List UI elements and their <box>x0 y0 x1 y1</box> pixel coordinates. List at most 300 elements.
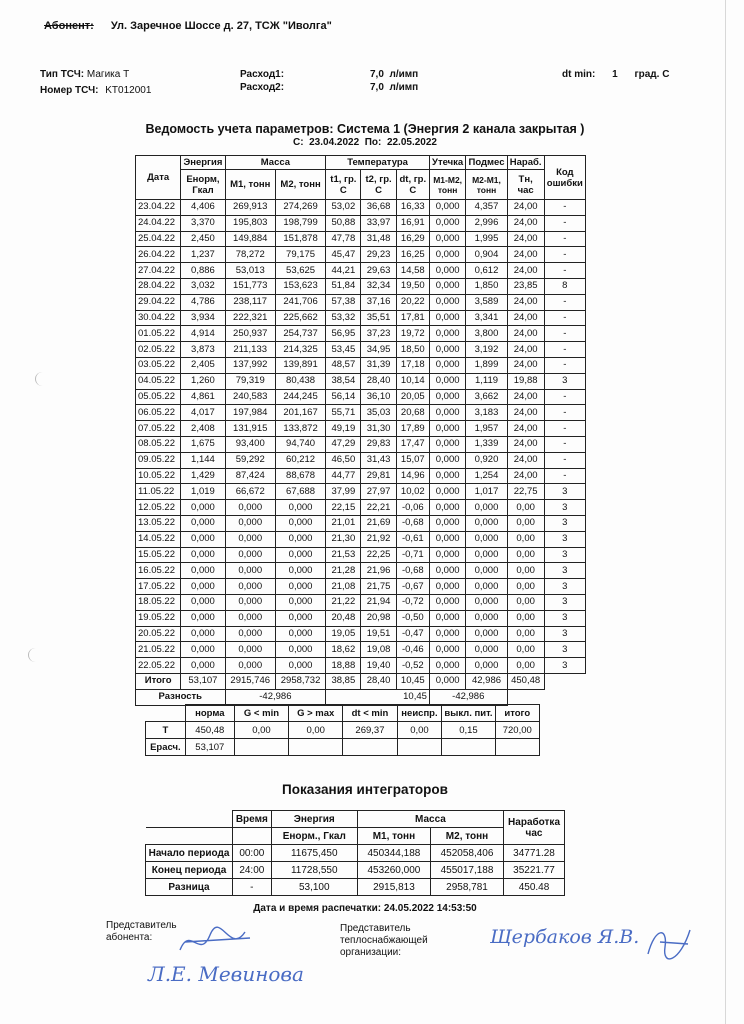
table-cell: 4,914 <box>181 326 225 342</box>
stats-header-cell: выкл. пит. <box>442 705 495 722</box>
table-cell: 21,92 <box>361 531 396 547</box>
table-cell: 214,325 <box>275 342 325 358</box>
col-runtime: Тн, час <box>507 170 544 200</box>
table-cell: 0,000 <box>429 594 465 610</box>
table-cell: 3 <box>544 610 585 626</box>
table-cell: 01.05.22 <box>136 326 181 342</box>
table-cell: 22.05.22 <box>136 658 181 674</box>
table-cell: 05.05.22 <box>136 389 181 405</box>
table-cell: 79,319 <box>225 373 275 389</box>
stats-cell <box>234 739 288 756</box>
table-cell: -0,68 <box>396 563 429 579</box>
table-row <box>136 515 586 531</box>
integ-h-energy: Энергия <box>271 811 357 828</box>
table-cell: 29.04.22 <box>136 294 181 310</box>
table-cell: 3 <box>544 594 585 610</box>
table-cell: 0,000 <box>429 563 465 579</box>
table-cell: 33,97 <box>361 215 396 231</box>
table-cell: 0,000 <box>181 547 225 563</box>
table-cell: 31,39 <box>361 357 396 373</box>
table-row <box>136 658 586 674</box>
table-cell: - <box>544 389 585 405</box>
table-cell: 3 <box>544 515 585 531</box>
table-row <box>136 642 586 658</box>
table-cell: 0,00 <box>507 515 544 531</box>
table-cell: -0,68 <box>396 515 429 531</box>
stats-cell: 0,15 <box>442 722 495 739</box>
table-cell: 25.04.22 <box>136 231 181 247</box>
table-cell: 11.05.22 <box>136 484 181 500</box>
table-cell: 28,40 <box>361 373 396 389</box>
col-t1: t1, гр. С <box>326 170 361 200</box>
table-cell: 149,884 <box>225 231 275 247</box>
table-cell: 56,14 <box>326 389 361 405</box>
table-cell: 1,019 <box>181 484 225 500</box>
table-cell: 0,000 <box>181 658 225 674</box>
col-leak: М1-М2, тонн <box>429 170 465 200</box>
table-row <box>136 436 586 452</box>
table-cell: 0,000 <box>181 579 225 595</box>
table-cell: 24,00 <box>507 247 544 263</box>
table-cell: 3,934 <box>181 310 225 326</box>
table-cell: 0,000 <box>429 642 465 658</box>
col-runtime-group: Нараб. <box>507 156 544 170</box>
table-cell: 0,000 <box>429 294 465 310</box>
table-cell: 12.05.22 <box>136 500 181 516</box>
table-cell: 28.04.22 <box>136 278 181 294</box>
table-cell: 23.04.22 <box>136 200 181 216</box>
table-cell: 2,408 <box>181 421 225 437</box>
dtmin: dt min: 1 град. С <box>562 69 670 80</box>
table-cell: - <box>544 436 585 452</box>
table-row <box>136 373 586 389</box>
table-cell: 20,68 <box>396 405 429 421</box>
table-cell: 0,612 <box>466 263 507 279</box>
table-cell: 131,915 <box>225 421 275 437</box>
table-cell: 0,000 <box>225 563 275 579</box>
table-cell: 21,69 <box>361 515 396 531</box>
integrator-cell: 11728,550 <box>271 862 357 879</box>
supplier-signature <box>640 922 700 967</box>
table-cell: 09.05.22 <box>136 452 181 468</box>
table-cell: - <box>544 357 585 373</box>
table-cell: 31,30 <box>361 421 396 437</box>
stats-row-e <box>146 739 540 756</box>
table-cell: 3,589 <box>466 294 507 310</box>
table-cell: 07.05.22 <box>136 421 181 437</box>
table-cell: 59,292 <box>225 452 275 468</box>
table-cell: 0,000 <box>429 610 465 626</box>
print-datetime: Дата и время распечатки: 24.05.2022 14:53:50 <box>253 903 477 914</box>
table-cell: 31,43 <box>361 452 396 468</box>
meter-number-value: KT012001 <box>105 85 152 96</box>
table-cell: 2,405 <box>181 357 225 373</box>
table-cell: 2,450 <box>181 231 225 247</box>
table-cell: 19,88 <box>507 373 544 389</box>
table-cell: 20,22 <box>396 294 429 310</box>
table-cell: 0,000 <box>225 626 275 642</box>
table-cell: 21,53 <box>326 547 361 563</box>
table-cell: 0,000 <box>429 547 465 563</box>
flow1-value: 7,0 л/имп <box>370 69 419 80</box>
subscriber-name-handwritten: Л.Е. Мевинова <box>148 962 304 986</box>
table-cell: - <box>544 200 585 216</box>
table-cell: 0,000 <box>466 594 507 610</box>
table-cell: 17.05.22 <box>136 579 181 595</box>
stats-cell: 269,37 <box>343 722 397 739</box>
table-cell: 13.05.22 <box>136 515 181 531</box>
table-cell: 0,886 <box>181 263 225 279</box>
table-cell: 4,786 <box>181 294 225 310</box>
table-cell: 57,38 <box>326 294 361 310</box>
table-cell: 0,000 <box>466 531 507 547</box>
table-cell: 17,18 <box>396 357 429 373</box>
table-cell: 31,48 <box>361 231 396 247</box>
table-cell: 1,957 <box>466 421 507 437</box>
table-cell: 0,000 <box>275 500 325 516</box>
table-cell: 133,872 <box>275 421 325 437</box>
subscriber-row <box>20 20 332 32</box>
table-cell: 4,406 <box>181 200 225 216</box>
table-cell: 1,254 <box>466 468 507 484</box>
table-cell: 18,62 <box>326 642 361 658</box>
table-cell: 0,000 <box>429 421 465 437</box>
punch-hole <box>35 372 50 386</box>
table-cell: 18,88 <box>326 658 361 674</box>
integrator-cell: 453260,000 <box>357 862 430 879</box>
table-cell: 20,98 <box>361 610 396 626</box>
table-cell: 0,000 <box>225 658 275 674</box>
table-cell: 151,773 <box>225 278 275 294</box>
table-cell: 0,000 <box>429 405 465 421</box>
table-row <box>136 231 586 247</box>
table-cell: 238,117 <box>225 294 275 310</box>
table-cell: 80,438 <box>275 373 325 389</box>
table-cell: 0,00 <box>507 658 544 674</box>
table-cell: 3 <box>544 373 585 389</box>
table-cell: 15,07 <box>396 452 429 468</box>
table-cell: 3,800 <box>466 326 507 342</box>
table-cell: 16,33 <box>396 200 429 216</box>
report-period: С: 23.04.2022 По: 22.05.2022 <box>292 137 437 148</box>
table-cell: 1,899 <box>466 357 507 373</box>
table-cell: - <box>544 294 585 310</box>
stats-cell <box>289 739 343 756</box>
table-cell: 0,000 <box>466 579 507 595</box>
table-cell: 24,00 <box>507 452 544 468</box>
table-cell: 88,678 <box>275 468 325 484</box>
table-cell: 0,000 <box>181 610 225 626</box>
table-cell: 3 <box>544 500 585 516</box>
table-cell: - <box>544 247 585 263</box>
table-cell: 32,34 <box>361 278 396 294</box>
table-cell: 14.05.22 <box>136 531 181 547</box>
table-cell: 66,672 <box>225 484 275 500</box>
integrator-cell: - <box>233 879 272 896</box>
table-cell: - <box>544 263 585 279</box>
table-cell: 3 <box>544 563 585 579</box>
table-cell: 53,32 <box>326 310 361 326</box>
table-cell: 0,000 <box>225 594 275 610</box>
integrator-cell: 2958,781 <box>430 879 503 896</box>
table-cell: 18.05.22 <box>136 594 181 610</box>
table-cell: 15.05.22 <box>136 547 181 563</box>
table-cell: 24,00 <box>507 310 544 326</box>
table-cell: 250,937 <box>225 326 275 342</box>
table-cell: 24,00 <box>507 421 544 437</box>
table-cell: 37,16 <box>361 294 396 310</box>
table-cell: 21,94 <box>361 594 396 610</box>
table-row <box>136 263 586 279</box>
table-cell: 0,000 <box>429 500 465 516</box>
table-cell: 0,000 <box>429 531 465 547</box>
table-cell: 21,30 <box>326 531 361 547</box>
flow2-label: Расход2: <box>240 82 285 93</box>
table-row <box>136 563 586 579</box>
table-cell: 24,00 <box>507 200 544 216</box>
col-energy-group: Энергия <box>181 156 225 170</box>
table-row <box>136 342 586 358</box>
table-cell: 0,000 <box>429 626 465 642</box>
table-cell: 1,675 <box>181 436 225 452</box>
table-cell: 10,14 <box>396 373 429 389</box>
stats-cell <box>442 739 495 756</box>
integrator-row <box>146 862 565 879</box>
integrator-cell: 450.48 <box>504 879 565 896</box>
table-cell: 0,000 <box>181 515 225 531</box>
table-cell: 0,000 <box>181 500 225 516</box>
stats-header-cell: G < min <box>234 705 288 722</box>
meter-number <box>40 85 151 96</box>
table-cell: 19,50 <box>396 278 429 294</box>
table-cell: 274,269 <box>275 200 325 216</box>
integrators-table <box>145 810 565 896</box>
table-cell: 47,29 <box>326 436 361 452</box>
table-cell: 0,000 <box>275 515 325 531</box>
table-row <box>136 215 586 231</box>
table-cell: 198,799 <box>275 215 325 231</box>
table-cell: 0,000 <box>429 200 465 216</box>
table-cell: 0,000 <box>429 389 465 405</box>
table-cell: 0,000 <box>181 594 225 610</box>
table-cell: 0,000 <box>225 642 275 658</box>
integ-h-m1: М1, тонн <box>357 828 430 845</box>
table-row <box>136 310 586 326</box>
table-cell: -0,72 <box>396 594 429 610</box>
table-cell: 0,000 <box>429 373 465 389</box>
table-cell: 60,212 <box>275 452 325 468</box>
table-cell: 0,00 <box>507 563 544 579</box>
table-cell: 14,58 <box>396 263 429 279</box>
integrator-cell: Конец периода <box>146 862 233 879</box>
integrator-cell: 11675,450 <box>271 845 357 862</box>
table-cell: 0,00 <box>507 579 544 595</box>
stats-cell: 0,00 <box>397 722 442 739</box>
table-cell: 1,119 <box>466 373 507 389</box>
table-cell: 24,00 <box>507 294 544 310</box>
table-cell: 0,000 <box>429 658 465 674</box>
table-row <box>136 531 586 547</box>
table-cell: 67,688 <box>275 484 325 500</box>
table-cell: 0,904 <box>466 247 507 263</box>
table-cell: 53,013 <box>225 263 275 279</box>
table-cell: 53,625 <box>275 263 325 279</box>
integrator-cell: 35221.77 <box>504 862 565 879</box>
integrator-cell: Начало периода <box>146 845 233 862</box>
table-cell: 35,03 <box>361 405 396 421</box>
table-cell: 02.05.22 <box>136 342 181 358</box>
table-cell: 10,02 <box>396 484 429 500</box>
table-cell: 03.05.22 <box>136 357 181 373</box>
table-cell: 38,54 <box>326 373 361 389</box>
table-cell: 3 <box>544 484 585 500</box>
table-cell: 22,25 <box>361 547 396 563</box>
stats-cell: 0,00 <box>234 722 288 739</box>
table-cell: 21,08 <box>326 579 361 595</box>
table-cell: 3 <box>544 547 585 563</box>
table-cell: 0,000 <box>466 547 507 563</box>
supplier-name-handwritten: Щербаков Я.В. <box>490 926 640 948</box>
table-cell: 22,15 <box>326 500 361 516</box>
table-cell: 151,878 <box>275 231 325 247</box>
table-cell: -0,61 <box>396 531 429 547</box>
subscriber-label: Абонент: <box>44 20 94 32</box>
integrator-cell: 24:00 <box>233 862 272 879</box>
stats-table <box>145 704 540 756</box>
stats-header-cell: итого <box>495 705 539 722</box>
table-cell: 17,47 <box>396 436 429 452</box>
table-cell: 225,662 <box>275 310 325 326</box>
table-cell: 4,357 <box>466 200 507 216</box>
table-cell: 2,996 <box>466 215 507 231</box>
table-cell: 0,000 <box>181 626 225 642</box>
table-cell: 20,48 <box>326 610 361 626</box>
integrator-cell: Разница <box>146 879 233 896</box>
col-makeup: М2-М1, тонн <box>466 170 507 200</box>
table-cell: 1,144 <box>181 452 225 468</box>
table-cell: 44,77 <box>326 468 361 484</box>
table-cell: -0,50 <box>396 610 429 626</box>
table-cell: 20.05.22 <box>136 626 181 642</box>
table-cell: 18,50 <box>396 342 429 358</box>
stats-header-cell: норма <box>185 705 234 722</box>
table-cell: 45,47 <box>326 247 361 263</box>
table-cell: - <box>544 310 585 326</box>
table-cell: 21,22 <box>326 594 361 610</box>
table-cell: 27,97 <box>361 484 396 500</box>
integ-h-energy-unit: Енорм., Гкал <box>271 828 357 845</box>
meter-number-label: Номер ТСЧ: <box>40 85 99 96</box>
table-cell: 3,032 <box>181 278 225 294</box>
table-cell: 50,88 <box>326 215 361 231</box>
table-cell: 1,850 <box>466 278 507 294</box>
table-cell: 1,429 <box>181 468 225 484</box>
table-cell: 22,75 <box>507 484 544 500</box>
table-cell: 22,21 <box>361 500 396 516</box>
table-cell: 0,00 <box>507 500 544 516</box>
table-cell: 30.04.22 <box>136 310 181 326</box>
table-cell: 201,167 <box>275 405 325 421</box>
table-cell: 0,000 <box>429 247 465 263</box>
table-cell: -0,67 <box>396 579 429 595</box>
table-cell: 0,000 <box>275 626 325 642</box>
table-cell: 44,21 <box>326 263 361 279</box>
totals-row: Итого 53,107 2915,746 2958,732 38,85 28,40 10,45 0,000 42,986 450,48 <box>136 673 586 689</box>
table-cell: -0,46 <box>396 642 429 658</box>
table-cell: -0,47 <box>396 626 429 642</box>
integrator-row <box>146 879 565 896</box>
table-cell: 0,000 <box>225 531 275 547</box>
table-cell: 21.05.22 <box>136 642 181 658</box>
col-m1: М1, тонн <box>225 170 275 200</box>
stats-row-label: Ерасч. <box>146 739 186 756</box>
table-cell: -0,71 <box>396 547 429 563</box>
table-cell: 93,400 <box>225 436 275 452</box>
table-row <box>136 200 586 216</box>
table-row <box>136 294 586 310</box>
table-cell: - <box>544 215 585 231</box>
col-leak-group: Утечка <box>429 156 465 170</box>
table-cell: 197,984 <box>225 405 275 421</box>
table-cell: 19,40 <box>361 658 396 674</box>
table-cell: 0,000 <box>429 484 465 500</box>
table-cell: - <box>544 231 585 247</box>
table-cell: 34,95 <box>361 342 396 358</box>
table-cell: 0,00 <box>507 642 544 658</box>
table-row <box>136 579 586 595</box>
table-cell: 0,000 <box>466 610 507 626</box>
page-edge-line <box>725 0 726 1024</box>
stats-cell: 720,00 <box>495 722 539 739</box>
table-cell: 0,000 <box>181 563 225 579</box>
table-cell: 0,00 <box>507 547 544 563</box>
sig-subscriber-label: Представитель абонента: <box>106 920 177 943</box>
stats-cell <box>495 739 539 756</box>
table-cell: -0,06 <box>396 500 429 516</box>
table-row <box>136 500 586 516</box>
table-cell: 137,992 <box>225 357 275 373</box>
integrators-rows <box>146 845 565 896</box>
table-cell: - <box>544 452 585 468</box>
table-cell: 16.05.22 <box>136 563 181 579</box>
table-cell: 3,873 <box>181 342 225 358</box>
table-cell: 0,000 <box>466 515 507 531</box>
table-cell: 3,341 <box>466 310 507 326</box>
col-mass-group: Масса <box>225 156 326 170</box>
table-cell: 10.05.22 <box>136 468 181 484</box>
table-cell: 0,000 <box>275 547 325 563</box>
table-cell: 3 <box>544 531 585 547</box>
table-cell: 29,63 <box>361 263 396 279</box>
table-cell: 24,00 <box>507 263 544 279</box>
table-cell: 0,000 <box>275 531 325 547</box>
table-cell: - <box>544 342 585 358</box>
table-cell: 0,000 <box>275 594 325 610</box>
table-row <box>136 468 586 484</box>
table-cell: 55,71 <box>326 405 361 421</box>
table-cell: 19,51 <box>361 626 396 642</box>
subscriber-value: Ул. Заречное Шоссе д. 27, ТСЖ "Иволга" <box>110 20 332 32</box>
table-cell: - <box>544 421 585 437</box>
flow1-label: Расход1: <box>240 69 285 80</box>
stats-header-cell: неиспр. <box>397 705 442 722</box>
table-cell: 0,00 <box>507 626 544 642</box>
table-cell: 0,000 <box>429 436 465 452</box>
table-cell: 0,000 <box>429 278 465 294</box>
table-cell: 21,75 <box>361 579 396 595</box>
table-row <box>136 421 586 437</box>
table-cell: 21,96 <box>361 563 396 579</box>
